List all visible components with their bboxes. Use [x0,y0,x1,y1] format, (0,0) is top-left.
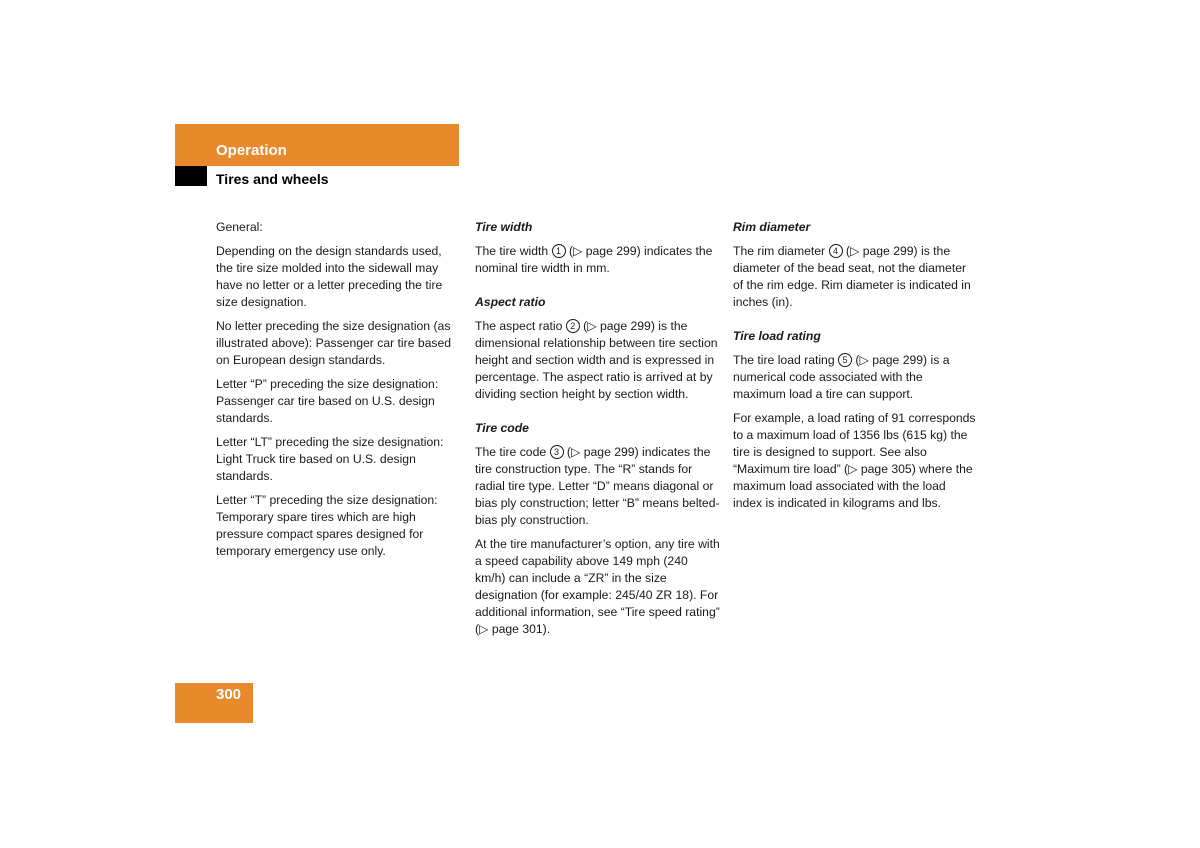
tire-load-rating-text-pre: The tire load rating [733,353,835,367]
general-paragraph: Depending on the design standards used, the tire size molded into the sidewall may have no letter or a letter preceding the tire size designation. [216,244,443,309]
tire-width-heading: Tire width [475,220,533,234]
column-rim-load [733,219,978,519]
tire-width-text-pre: The tire width [475,244,549,258]
tire-width-paragraph [475,243,720,277]
letter-p-paragraph: Letter “P” preceding the size designation: Passenger car tire based on U.S. design standards. [216,377,439,425]
aspect-ratio-heading: Aspect ratio [475,295,546,309]
aspect-ratio-paragraph [475,318,720,403]
tire-load-rating-paragraph [733,352,978,403]
callout-3-icon: 3 [550,445,564,459]
manufacturer-option-paragraph: At the tire manufacturer’s option, any tire with a speed capability above 149 mph (240 km/h) can include a “ZR” in the size designation (for example: 245/40 ZR 18). For additional information, see “Tire speed rating” (▷ page 301). [475,537,720,636]
letter-t-paragraph: Letter “T” preceding the size designation: Temporary spare tires which are high pressure compact spares designed for temporary emergency use only. [216,493,438,558]
no-letter-paragraph: No letter preceding the size designation (as illustrated above): Passenger car tire based on European design standards. [216,319,452,367]
section-title: Operation [216,142,287,159]
column-width-aspect-code [475,219,720,645]
tire-code-text-post: (▷ page 299) indicates the tire construction type. The “R” stands for radial tire type. Letter “D” means diagonal or bias ply construction; letter “B” means belted-bias ply construction. [475,445,720,527]
tire-load-rating-text-post: (▷ page 299) is a numerical code associated with the maximum load a tire can support. [733,353,950,401]
rim-diameter-paragraph [733,243,978,311]
tire-width-text-post: (▷ page 299) indicates the nominal tire width in mm. [475,244,713,275]
page-number-box [175,683,253,723]
aspect-ratio-text-pre: The aspect ratio [475,319,563,333]
callout-5-icon: 5 [838,353,852,367]
tire-code-heading: Tire code [475,421,529,435]
rim-diameter-text-pre: The rim diameter [733,244,826,258]
tire-code-text-pre: The tire code [475,445,547,459]
column-general [216,219,461,567]
callout-1-icon: 1 [552,244,566,258]
page-number: 300 [216,686,242,703]
general-label: General: [216,220,263,234]
callout-4-icon: 4 [829,244,843,258]
subsection-title: Tires and wheels [216,171,329,187]
rim-diameter-heading: Rim diameter [733,220,811,234]
tire-load-rating-heading: Tire load rating [733,329,821,343]
section-marker-tab [175,166,207,186]
letter-lt-paragraph: Letter “LT” preceding the size designation: Light Truck tire based on U.S. design standards. [216,435,444,483]
rim-diameter-text-post: (▷ page 299) is the diameter of the bead seat, not the diameter of the rim edge. Rim diameter is indicated in inches (in). [733,244,971,309]
tire-code-paragraph [475,444,720,529]
aspect-ratio-text-post: (▷ page 299) is the dimensional relationship between tire section height and section width and is expressed in percentage. The aspect ratio is arrived at by dividing section height by section width. [475,319,718,401]
load-example-paragraph: For example, a load rating of 91 corresponds to a maximum load of 1356 lbs (615 kg) the tire is designed to support. See also “Maximum tire load” (▷ page 305) where the maximum load associated with the load index is indicated in kilograms and lbs. [733,411,976,510]
callout-2-icon: 2 [566,319,580,333]
